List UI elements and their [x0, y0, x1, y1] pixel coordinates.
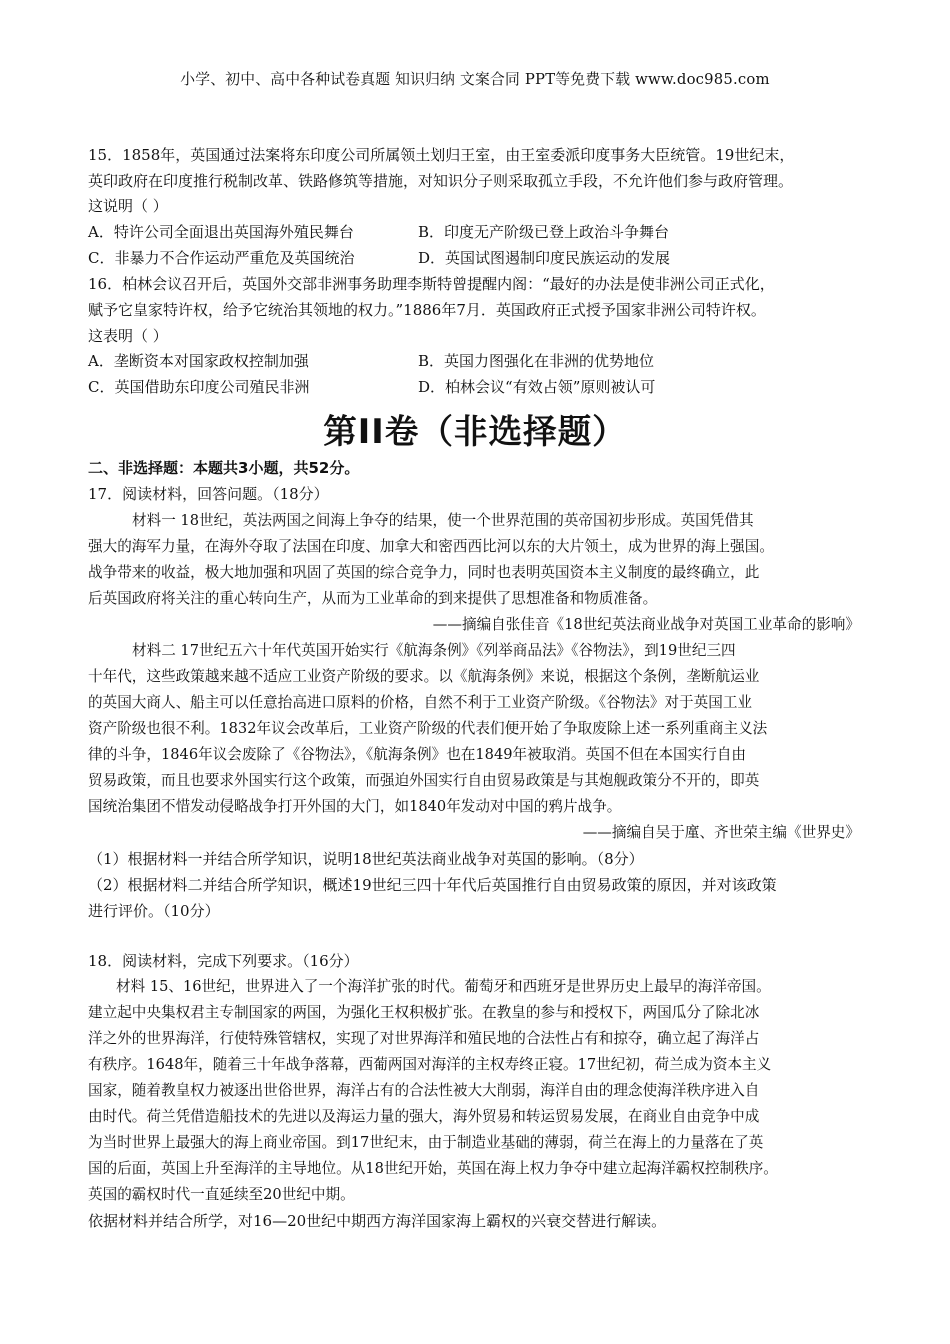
q17-material2-line: 的英国大商人、船主可以任意抬高进口原料的价格，自然不利于工业资产阶级。《谷物法》对于英国工业 [88, 694, 753, 711]
q18-material-line: 洋之外的世界海洋，行使特殊管辖权，实现了对世界海洋和殖民地的合法性占有和掠夺，确立起了海洋占 [88, 1030, 760, 1047]
q17-subquestion-1: （1）根据材料一并结合所学知识，说明18世纪英法商业战争对英国的影响。（8分） [88, 850, 644, 868]
q16-option-d: D．柏林会议“有效占领”原则被认可 [418, 378, 656, 396]
q16-option-c: C．英国借助东印度公司殖民非洲 [88, 378, 310, 396]
q16-line: 16．柏林会议召开后，英国外交部非洲事务助理李斯特曾提醒内阁：“最好的办法是使非洲公司正式化， [88, 275, 775, 293]
q17-material2-line: 贸易政策，而且也要求外国实行这个政策，而强迫外国实行自由贸易政策是与其炮舰政策分不开的，即英 [88, 772, 760, 789]
q15-option-c: C．非暴力不合作运动严重危及英国统治 [88, 249, 355, 267]
q17-material2-line: 资产阶级也很不利。1832年议会改革后，工业资产阶级的代表们便开始了争取废除上述一系列重商主义法 [88, 720, 768, 737]
q18-material-line: 有秩序。1648年，随着三十年战争落幕，西葡两国对海洋的主权寿终正寝。17世纪初，荷兰成为资本主义 [88, 1056, 772, 1073]
q15-option-d: D．英国试图遏制印度民族运动的发展 [418, 249, 671, 267]
q16-option-b: B．英国力图强化在非洲的优势地位 [418, 352, 655, 370]
q17-material2-line: 材料二 17世纪五六十年代英国开始实行《航海条例》《列举商品法》《谷物法》，到19世纪三四 [132, 642, 736, 659]
q17-material1-source: ——摘编自张佳音《18世纪英法商业战争对英国工业革命的影响》 [432, 616, 860, 633]
q17-subquestion-2: 进行评价。（10分） [88, 902, 220, 920]
q15-line: 15．1858年，英国通过法案将东印度公司所属领土划归王室，由王室委派印度事务大臣统管。19世纪末， [88, 146, 795, 164]
q15-option-a: A．特许公司全面退出英国海外殖民舞台 [88, 223, 354, 241]
q18-material-line: 英国的霸权时代一直延续至20世纪中期。 [88, 1186, 355, 1203]
q17-material1-line: 后英国政府将关注的重心转向生产，从而为工业革命的到来提供了思想准备和物质准备。 [88, 590, 658, 607]
q18-material-line: 国的后面，英国上升至海洋的主导地位。从18世纪开始，英国在海上权力争夺中建立起海洋霸权控制秩序。 [88, 1160, 778, 1177]
q18-stem: 18．阅读材料，完成下列要求。（16分） [88, 952, 359, 970]
q15-line: 英印政府在印度推行税制改革、铁路修筑等措施，对知识分子则采取孤立手段，不允许他们参与政府管理。 [88, 172, 794, 190]
q18-material-line: 国家，随着教皇权力被逐出世俗世界，海洋占有的合法性被大大削弱，海洋自由的理念使海洋秩序进入自 [88, 1082, 760, 1099]
q18-material-line: 为当时世界上最强大的海上商业帝国。到17世纪末，由于制造业基础的薄弱，荷兰在海上的力量落在了英 [88, 1134, 764, 1151]
q16-line: 这表明（ ） [88, 327, 168, 345]
q17-material1-line: 强大的海军力量，在海外夺取了法国在印度、加拿大和密西西比河以东的大片领土，成为世界的海上强国。 [88, 538, 774, 555]
q15-line: 这说明（ ） [88, 197, 168, 215]
q18-material-line: 建立起中央集权君主专制国家的两国，为强化王权积极扩张。在教皇的参与和授权下，两国瓜分了除北冰 [88, 1004, 760, 1021]
q16-line: 赋予它皇家特许权，给予它统治其领地的权力。”1886年7月．英国政府正式授予国家非洲公司特许权。 [88, 301, 766, 319]
q18-material-line: 材料 15、16世纪，世界进入了一个海洋扩张的时代。葡萄牙和西班牙是世界历史上最早的海洋帝国。 [116, 978, 771, 995]
section-subtitle: 二、非选择题：本题共3小题，共52分。 [88, 459, 360, 477]
q17-material2-line: 十年代，这些政策越来越不适应工业资产阶级的要求。以《航海条例》来说，根据这个条例，垄断航运业 [88, 668, 760, 685]
q17-subquestion-2: （2）根据材料二并结合所学知识，概述19世纪三四十年代后英国推行自由贸易政策的原因，并对该政策 [88, 876, 777, 894]
q17-material1-line: 战争带来的收益，极大地加强和巩固了英国的综合竞争力，同时也表明英国资本主义制度的最终确立，此 [88, 564, 760, 581]
q17-stem: 17．阅读材料，回答问题。（18分） [88, 485, 329, 503]
q17-material1-line: 材料一 18世纪，英法两国之间海上争夺的结果，使一个世界范围的英帝国初步形成。英国凭借其 [132, 512, 754, 529]
page-header: 小学、初中、高中各种试卷真题 知识归纳 文案合同 PPT等免费下载 www.doc985.com [180, 71, 770, 88]
q18-task: 依据材料并结合所学，对16—20世纪中期西方海洋国家海上霸权的兴衰交替进行解读。 [88, 1212, 667, 1230]
q15-option-b: B．印度无产阶级已登上政治斗争舞台 [418, 223, 670, 241]
q16-option-a: A．垄断资本对国家政权控制加强 [88, 352, 309, 370]
q17-material2-line: 国统治集团不惜发动侵略战争打开外国的大门，如1840年发动对中国的鸦片战争。 [88, 798, 622, 815]
q17-material2-source: ——摘编自吴于廑、齐世荣主编《世界史》 [582, 824, 860, 841]
q17-material2-line: 律的斗争，1846年议会废除了《谷物法》，《航海条例》也在1849年被取消。英国不但在本国实行自由 [88, 746, 747, 763]
q18-material-line: 由时代。荷兰凭借造船技术的先进以及海运力量的强大，海外贸易和转运贸易发展，在商业自由竞争中成 [88, 1108, 760, 1125]
section-title: 第II卷（非选择题） [323, 412, 627, 451]
